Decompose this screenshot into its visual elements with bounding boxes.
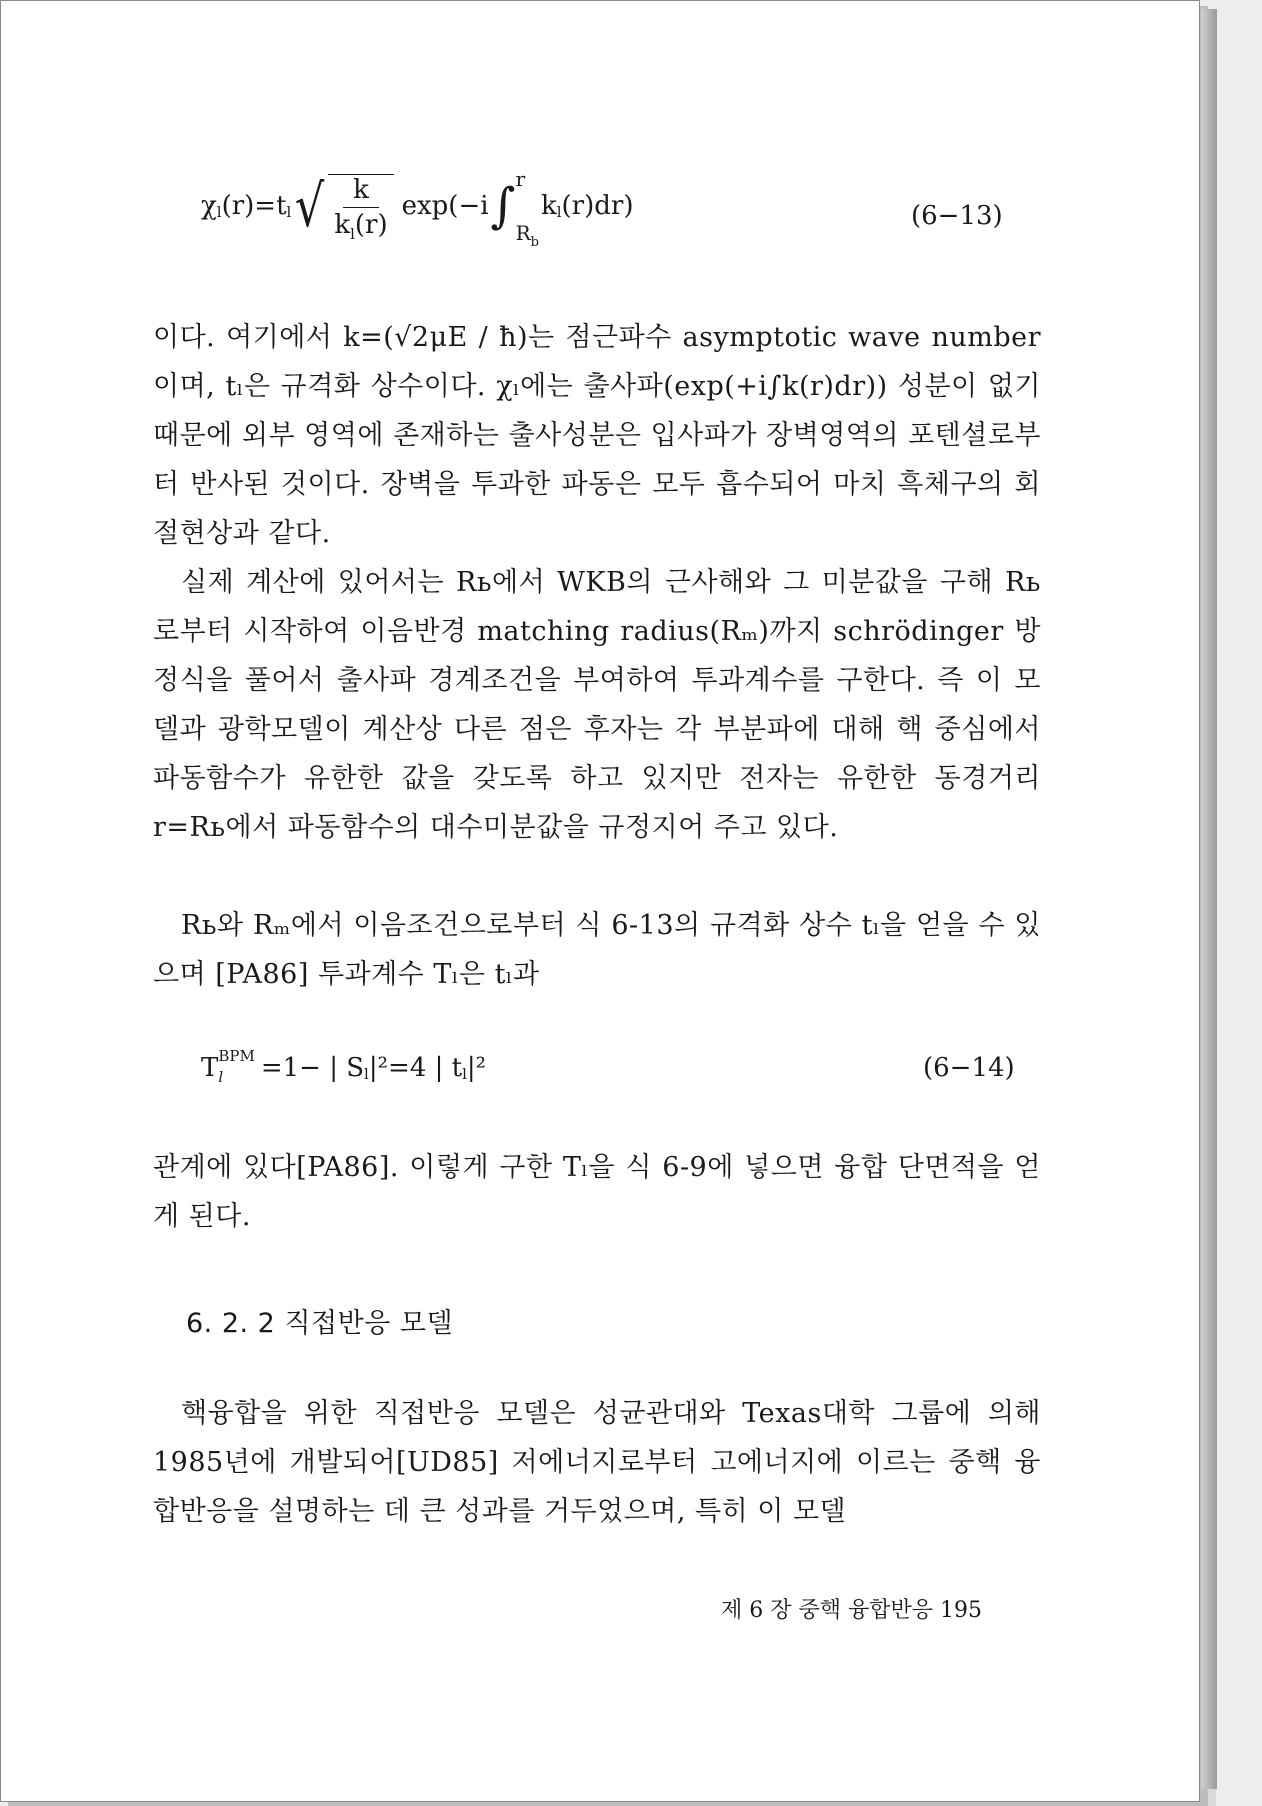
eq2-rhs3: |² bbox=[466, 1053, 487, 1083]
eq1-integral: ∫ r $R_b$ bbox=[490, 167, 539, 250]
eq1-number: (6−13) bbox=[911, 201, 1003, 231]
paragraph-3: Rь와 Rₘ에서 이음조건으로부터 식 6-13의 규격화 상수 tₗ을 얻을 수 있으며 [PA86] 투과계수 Tₗ은 tₗ과 bbox=[153, 910, 1041, 990]
eq1-exp: exp(−i bbox=[401, 191, 489, 221]
eq1-int-lower-sub: b bbox=[530, 235, 539, 250]
eq2-rhs: =1− | S bbox=[260, 1053, 365, 1083]
paragraph-1: 이다. 여기에서 k=(√2μE / ħ)는 점근파수 asymptotic wave number이며, tₗ은 규격화 상수이다. χₗ에는 출사파(exp(+i∫k(r)dr)) 성분이 없기 때문에 외부 영역에 존재하는 출사성분은 입사파가 장벽영역의 포텐셜로부터 반사된 것이다. 장벽을 투과한 파동은 모두 흡수되어 마치 흑체구의 회절현상과 같다. bbox=[153, 322, 1041, 549]
eq1-denominator bbox=[334, 208, 388, 243]
eq2-number: (6−14) bbox=[923, 1053, 1015, 1083]
equation-6-14 bbox=[201, 1047, 487, 1086]
page-edge bbox=[1201, 9, 1217, 1789]
eq1-integrand: k bbox=[540, 191, 557, 221]
eq1-fraction bbox=[334, 175, 388, 243]
eq2-lhs: T bbox=[201, 1053, 219, 1083]
paragraph-2: 실제 계산에 있어서는 Rь에서 WKB의 근사해와 그 미분값을 구해 Rь로부터 시작하여 이음반경 matching radius(Rₘ)까지 schrödinger 방정식을 풀어서 출사파 경계조건을 부여하여 투과계수를 구한다. 즉 이 모델과 광학모델이 계산상 다른 점은 후자는 각 부분파에 대해 핵 중심에서 파동함수가 유한한 값을 갖도록 하고 있지만 전자는 유한한 동경거리 r=Rь에서 파동함수의 대수미분값을 규정지어 주고 있다. bbox=[153, 567, 1041, 843]
eq1-den-sub: l bbox=[350, 225, 355, 243]
page-footer: 제 6 장 중핵 융합반응 195 bbox=[721, 1598, 982, 1623]
eq1-den-arg: (r) bbox=[354, 210, 388, 240]
eq2-lhs-sup: BPM bbox=[218, 1047, 255, 1065]
eq1-lhs-arg: (r)=t bbox=[221, 191, 287, 221]
paragraph-5: 핵융합을 위한 직접반응 모델은 성균관대와 Texas대학 그룹에 의해 1985년에 개발되어[UD85] 저에너지로부터 고에너지에 이르는 중핵 융합반응을 설명하는 데 큰 성과를 거두었으며, 특히 이 모델 bbox=[153, 1398, 1041, 1527]
equation-6-13 bbox=[201, 167, 634, 250]
paragraph-4: 관계에 있다[PA86]. 이렇게 구한 Tₗ을 식 6-9에 넣으면 융합 단면적을 얻게 된다. bbox=[153, 1152, 1041, 1232]
eq1-den-k: k bbox=[334, 210, 351, 240]
eq2-lhs-sub: l bbox=[218, 1068, 224, 1086]
eq1-int-lower: R bbox=[515, 221, 531, 245]
eq1-integrand-rest: (r)dr) bbox=[561, 191, 634, 221]
eq1-lhs: χ bbox=[201, 191, 217, 221]
eq1-numerator: k bbox=[343, 177, 379, 208]
eq1-int-upper: r bbox=[515, 167, 526, 191]
eq2-t-sub: l bbox=[462, 1064, 467, 1083]
eq1-sqrt: √ $\frac{k}{k_l(r)}$ bbox=[291, 174, 393, 238]
eq1-t-sub: l bbox=[286, 202, 292, 221]
eq2-rhs2: |²=4 | t bbox=[368, 1053, 463, 1083]
eq1-integrand-sub: l bbox=[556, 202, 562, 221]
section-heading: 6. 2. 2 직접반응 모델 bbox=[186, 1308, 454, 1339]
eq1-lhs-sub: l bbox=[216, 202, 222, 221]
eq2-s-sub: l bbox=[364, 1064, 369, 1083]
